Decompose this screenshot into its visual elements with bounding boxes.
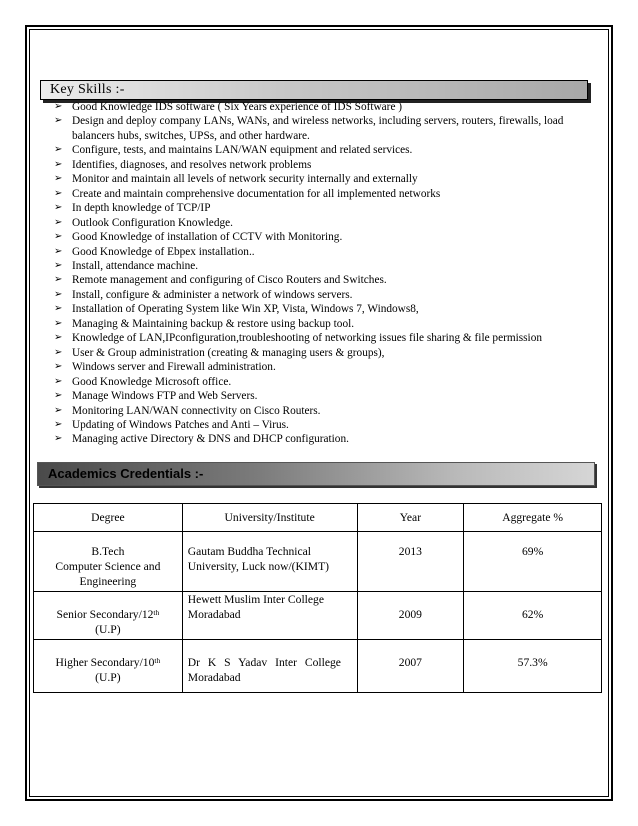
list-item: ➢ Configure, tests, and maintains LAN/WAN equipment and related services. <box>54 144 413 157</box>
column-header-year: Year <box>357 504 464 532</box>
arrowhead-bullet-icon: ➢ <box>54 332 63 344</box>
arrowhead-bullet-icon: ➢ <box>54 231 63 243</box>
arrowhead-bullet-icon: ➢ <box>54 404 63 416</box>
year-cell: 2009 <box>357 592 464 640</box>
academics-heading: Academics Credentials :- <box>37 462 595 486</box>
list-item: ➢ Good Knowledge of Ebpex installation.. <box>54 245 255 258</box>
arrowhead-bullet-icon: ➢ <box>54 158 63 170</box>
list-item: ➢ Monitoring LAN/WAN connectivity on Cisco Routers. <box>54 404 321 417</box>
year-cell: 2013 <box>357 532 464 592</box>
arrowhead-bullet-icon: ➢ <box>54 101 63 112</box>
arrowhead-bullet-icon: ➢ <box>54 144 63 156</box>
arrowhead-bullet-icon: ➢ <box>54 288 63 300</box>
aggregate-cell: 57.3% <box>464 640 602 693</box>
arrowhead-bullet-icon: ➢ <box>54 433 63 445</box>
arrowhead-bullet-icon: ➢ <box>54 303 63 315</box>
list-item: ➢ Design and deploy company LANs, WANs, and wireless networks, including servers, routers, firewalls, load balancers hubs, switches, UPSs, and other hardware. <box>54 115 564 142</box>
university-cell: Gautam Buddha Technical University, Luck now/(KIMT) <box>182 532 357 592</box>
degree-cell: B.Tech Computer Science and Engineering <box>34 532 183 592</box>
key-skills-heading: Key Skills :- <box>40 80 588 100</box>
list-item: ➢ Good Knowledge IDS software ( Six Years experience of IDS Software ) <box>54 101 403 113</box>
degree-cell: Senior Secondary/12th (U.P) <box>34 592 183 640</box>
list-item: ➢ Identifies, diagnoses, and resolves network problems <box>54 158 312 171</box>
arrowhead-bullet-icon: ➢ <box>54 346 63 358</box>
table-row <box>34 532 602 592</box>
aggregate-cell: 69% <box>464 532 602 592</box>
list-item: ➢ Windows server and Firewall administration. <box>54 361 276 374</box>
list-item: ➢ Good Knowledge Microsoft office. <box>54 375 232 388</box>
list-item: ➢ Managing active Directory & DNS and DHCP configuration. <box>54 433 349 446</box>
university-cell: Hewett Muslim Inter College Moradabad <box>182 592 357 640</box>
arrowhead-bullet-icon: ➢ <box>54 361 63 373</box>
list-item: ➢ Install, configure & administer a network of windows servers. <box>54 288 353 301</box>
list-item: ➢ Managing & Maintaining backup & restore using backup tool. <box>54 317 355 330</box>
arrowhead-bullet-icon: ➢ <box>54 173 63 185</box>
list-item: ➢ Installation of Operating System like Win XP, Vista, Windows 7, Windows8, <box>54 303 419 316</box>
table-row <box>34 640 602 693</box>
column-header-aggregate: Aggregate % <box>464 504 602 532</box>
arrowhead-bullet-icon: ➢ <box>54 216 63 228</box>
year-cell: 2007 <box>357 640 464 693</box>
list-item: ➢ Updating of Windows Patches and Anti – Virus. <box>54 418 289 431</box>
list-item: ➢ Install, attendance machine. <box>54 259 199 272</box>
list-item: ➢ Monitor and maintain all levels of network security internally and externally <box>54 173 418 186</box>
arrowhead-bullet-icon: ➢ <box>54 202 63 214</box>
arrowhead-bullet-icon: ➢ <box>54 259 63 271</box>
column-header-university: University/Institute <box>182 504 357 532</box>
arrowhead-bullet-icon: ➢ <box>54 274 63 286</box>
arrowhead-bullet-icon: ➢ <box>54 245 63 257</box>
list-item: ➢ In depth knowledge of TCP/IP <box>54 202 211 215</box>
university-cell: Dr K S Yadav Inter College Moradabad <box>182 640 357 693</box>
list-item: ➢ Manage Windows FTP and Web Servers. <box>54 390 258 403</box>
arrowhead-bullet-icon: ➢ <box>54 418 63 430</box>
degree-cell: Higher Secondary/10th (U.P) <box>34 640 183 693</box>
list-item: ➢ Remote management and configuring of Cisco Routers and Switches. <box>54 274 387 287</box>
arrowhead-bullet-icon: ➢ <box>54 115 63 127</box>
arrowhead-bullet-icon: ➢ <box>54 375 63 387</box>
key-skills-list <box>54 100 594 447</box>
academics-table <box>33 503 602 693</box>
list-item: ➢ Good Knowledge of installation of CCTV with Monitoring. <box>54 231 343 244</box>
list-item: ➢ Knowledge of LAN,IPconfiguration,troubleshooting of networking issues file sharing & file permission <box>54 332 542 345</box>
list-item: ➢ Outlook Configuration Knowledge. <box>54 216 233 229</box>
column-header-degree: Degree <box>34 504 183 532</box>
aggregate-cell: 62% <box>464 592 602 640</box>
arrowhead-bullet-icon: ➢ <box>54 317 63 329</box>
arrowhead-bullet-icon: ➢ <box>54 187 63 199</box>
arrowhead-bullet-icon: ➢ <box>54 390 63 402</box>
list-item: ➢ Create and maintain comprehensive documentation for all implemented networks <box>54 187 441 200</box>
list-item: ➢ User & Group administration (creating & managing users & groups), <box>54 346 385 359</box>
table-row <box>34 592 602 640</box>
table-header-row <box>34 504 602 532</box>
